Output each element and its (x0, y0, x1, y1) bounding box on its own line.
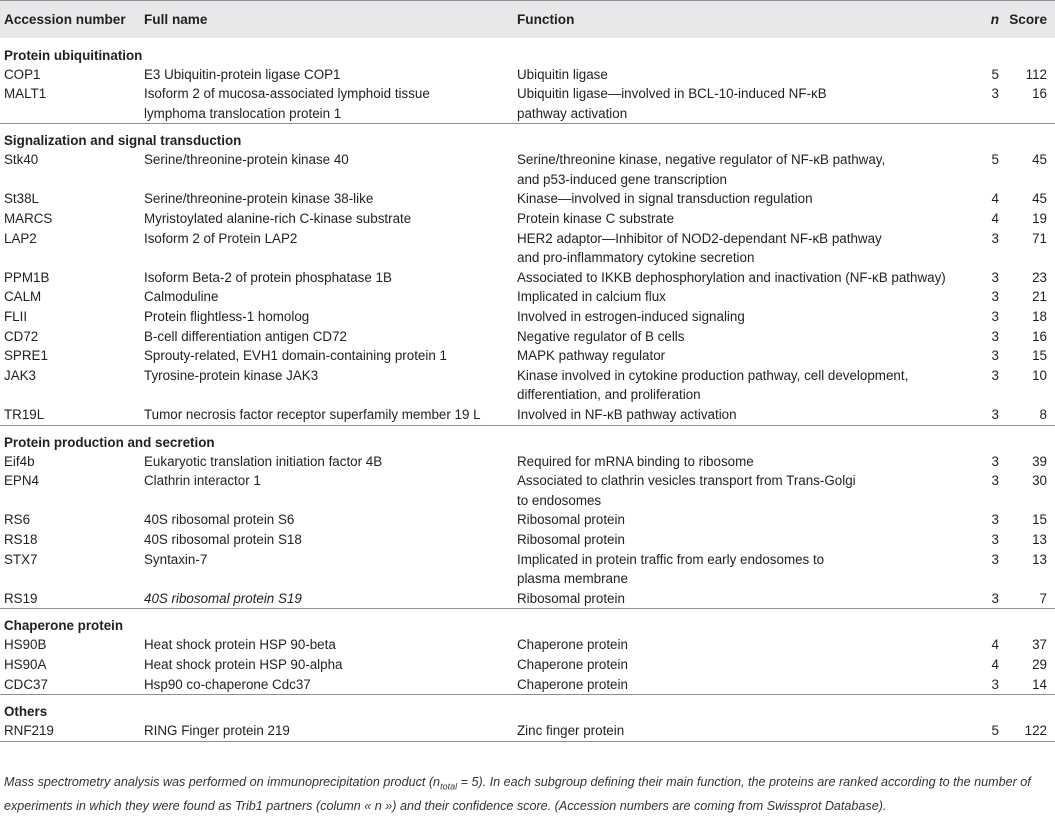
table-row (0, 189, 1055, 209)
cell-function: Chaperone protein (517, 637, 628, 653)
footnote-text-part1: Mass spectrometry analysis was performed on immunoprecipitation product (n (4, 775, 441, 789)
cell-function: Ubiquitin ligase (517, 66, 608, 82)
cell-n: 4 (991, 211, 999, 227)
header-accession-number: Accession number (0, 1, 140, 38)
cell-accession: JAK3 (4, 367, 37, 383)
cell-score: 19 (1032, 211, 1047, 227)
cell-score: 23 (1032, 269, 1047, 285)
cell-n: 3 (991, 309, 999, 325)
group-header-row (0, 609, 1055, 636)
cell-full-name: 40S ribosomal protein S6 (144, 512, 295, 528)
group-title: Others (0, 695, 1055, 722)
cell-function-line: and p53-induced gene transcription (517, 171, 727, 187)
cell-function (513, 84, 967, 124)
cell-accession: PPM1B (4, 269, 50, 285)
group-title: Protein ubiquitination (4, 47, 143, 63)
cell-function (513, 550, 967, 589)
table-row (0, 510, 1055, 530)
table-row (0, 635, 1055, 655)
table-row (0, 675, 1055, 695)
cell-accession: CD72 (4, 328, 39, 344)
cell-n: 3 (991, 590, 999, 606)
table-row (0, 346, 1055, 366)
table-row (0, 721, 1055, 741)
cell-n: 4 (991, 637, 999, 653)
cell-function (513, 471, 967, 510)
cell-full-name: Hsp90 co-chaperone Cdc37 (144, 676, 311, 692)
cell-n: 3 (991, 531, 999, 547)
cell-function: Involved in NF-κB pathway activation (517, 407, 737, 422)
cell-accession: HS90B (4, 637, 47, 653)
cell-function-line: Associated to clathrin vesicles transport from Trans-Golgi (517, 473, 856, 489)
group-title: Chaperone protein (0, 609, 1055, 636)
cell-full-name: 40S ribosomal protein S19 (144, 590, 302, 606)
cell-function: Negative regulator of B cells (517, 328, 685, 344)
header-full-name: Full name (140, 1, 513, 38)
cell-n: 5 (967, 721, 1005, 741)
cell-full-name-line: lymphoma translocation protein 1 (144, 105, 342, 121)
table-row (0, 150, 1055, 189)
table-row (0, 550, 1055, 589)
footnote-subscript: total (440, 781, 458, 792)
table-row (0, 405, 1055, 425)
cell-full-name: RING Finger protein 219 (140, 721, 513, 741)
cell-n: 3 (991, 407, 999, 422)
table-row (0, 307, 1055, 327)
footnote-text-part2: = 5). In each subgroup defining their main function, the proteins are ranked according to the number of experiments in which they were found as Trib1 partners (column « n ») and their confidence score. (Accession numbers are coming from Swissprot Database). (4, 775, 1031, 813)
cell-score: 37 (1032, 637, 1047, 653)
cell-full-name: E3 Ubiquitin-protein ligase COP1 (144, 66, 341, 82)
cell-accession: St38L (4, 191, 39, 207)
cell-full-name: Isoform Beta-2 of protein phosphatase 1B (144, 269, 392, 285)
cell-full-name: Myristoylated alanine-rich C-kinase substrate (144, 211, 412, 227)
cell-n: 3 (991, 289, 999, 305)
cell-accession: RS6 (4, 512, 31, 528)
table-row (0, 84, 1055, 124)
cell-full-name: B-cell differentiation antigen CD72 (144, 328, 347, 344)
cell-accession: Eif4b (4, 453, 35, 469)
cell-n: 3 (991, 512, 999, 528)
cell-accession: TR19L (4, 407, 45, 422)
cell-function-line: to endosomes (517, 492, 602, 508)
cell-full-name: Heat shock protein HSP 90-beta (144, 637, 336, 653)
cell-score: 30 (1032, 473, 1047, 489)
table-row (0, 209, 1055, 229)
group-title: Protein production and secretion (0, 425, 1055, 452)
group-header-row (0, 124, 1055, 151)
table-row (0, 589, 1055, 609)
table-row (0, 268, 1055, 288)
cell-accession: RNF219 (0, 721, 140, 741)
cell-accession: Stk40 (4, 152, 39, 168)
group-header-row (0, 695, 1055, 722)
cell-function (513, 366, 967, 405)
cell-function: Ribosomal protein (517, 531, 625, 547)
cell-score: 8 (1039, 407, 1047, 422)
cell-full-name: Syntaxin-7 (144, 551, 208, 567)
cell-score: 15 (1032, 348, 1047, 364)
cell-full-name: Calmoduline (144, 289, 219, 305)
group-header-row (0, 38, 1055, 65)
cell-accession: STX7 (4, 551, 38, 567)
cell-score: 29 (1032, 656, 1047, 672)
cell-accession: EPN4 (4, 473, 39, 489)
cell-function: Ribosomal protein (517, 590, 625, 606)
cell-score: 39 (1032, 453, 1047, 469)
cell-function: Protein kinase C substrate (517, 211, 675, 227)
cell-full-name: Heat shock protein HSP 90-alpha (144, 656, 343, 672)
cell-accession: COP1 (4, 66, 41, 82)
group-header-row (0, 425, 1055, 452)
cell-full-name-line: Isoform 2 of mucosa-associated lymphoid tissue (144, 86, 430, 102)
cell-function-line: pathway activation (517, 105, 628, 121)
header-function: Function (513, 1, 967, 38)
cell-n: 4 (991, 191, 999, 207)
cell-function: MAPK pathway regulator (517, 348, 666, 364)
cell-n: 3 (991, 269, 999, 285)
cell-score: 13 (1032, 531, 1047, 547)
cell-accession: RS19 (4, 590, 38, 606)
cell-function: Associated to IKKB dephosphorylation and inactivation (NF-κB pathway) (517, 269, 946, 285)
cell-score: 18 (1032, 309, 1047, 325)
table-row (0, 655, 1055, 675)
cell-full-name: Protein flightless-1 homolog (144, 309, 310, 325)
cell-n: 3 (991, 328, 999, 344)
cell-accession: LAP2 (4, 230, 37, 246)
cell-function-line: Kinase involved in cytokine production pathway, cell development, (517, 367, 909, 383)
cell-function-line: Serine/threonine kinase, negative regulator of NF-κB pathway, (517, 152, 886, 168)
cell-n: 3 (991, 473, 999, 489)
table-row (0, 471, 1055, 510)
table-row (0, 452, 1055, 472)
cell-full-name: Serine/threonine-protein kinase 38-like (144, 191, 374, 207)
cell-accession: FLII (4, 309, 28, 325)
cell-function: Involved in estrogen-induced signaling (517, 309, 745, 325)
table-row (0, 229, 1055, 268)
cell-full-name: Serine/threonine-protein kinase 40 (144, 152, 349, 168)
cell-function-line: Implicated in protein traffic from early endosomes to (517, 551, 825, 567)
cell-function: Implicated in calcium flux (517, 289, 666, 305)
cell-full-name: Tyrosine-protein kinase JAK3 (144, 367, 319, 383)
cell-accession: MARCS (4, 211, 53, 227)
cell-score: 10 (1032, 367, 1047, 383)
cell-full-name: 40S ribosomal protein S18 (144, 531, 302, 547)
cell-score: 13 (1032, 551, 1047, 567)
cell-accession: MALT1 (4, 86, 47, 102)
cell-function-line: and pro-inflammatory cytokine secretion (517, 250, 755, 266)
cell-function (513, 229, 967, 268)
cell-score: 7 (1039, 590, 1047, 606)
cell-score: 21 (1032, 289, 1047, 305)
cell-function: Required for mRNA binding to ribosome (517, 453, 754, 469)
cell-n: 3 (991, 367, 999, 383)
cell-score: 14 (1032, 676, 1047, 692)
cell-function: Chaperone protein (517, 676, 628, 692)
cell-full-name: Sprouty-related, EVH1 domain-containing protein 1 (144, 348, 447, 364)
cell-accession: RS18 (4, 531, 38, 547)
table-body (0, 38, 1055, 742)
cell-score: 45 (1032, 152, 1047, 168)
cell-score: 16 (1032, 86, 1047, 102)
cell-score: 16 (1032, 328, 1047, 344)
cell-n: 3 (991, 676, 999, 692)
cell-full-name: Tumor necrosis factor receptor superfamily member 19 L (144, 407, 481, 422)
cell-score: 122 (1005, 721, 1055, 741)
group-title: Signalization and signal transduction (0, 124, 1055, 151)
cell-function-line: plasma membrane (517, 571, 628, 587)
cell-n: 3 (991, 86, 999, 102)
table-row (0, 65, 1055, 85)
cell-function-line: HER2 adaptor—Inhibitor of NOD2-dependant NF-κB pathway (517, 230, 882, 246)
table-row (0, 530, 1055, 550)
cell-function: Zinc finger protein (513, 721, 967, 741)
cell-function-line: Ubiquitin ligase—involved in BCL-10-induced NF-κB (517, 86, 827, 102)
cell-n: 3 (991, 551, 999, 567)
cell-function: Chaperone protein (517, 656, 628, 672)
cell-accession: CALM (4, 289, 42, 305)
cell-n: 3 (991, 453, 999, 469)
cell-n: 5 (991, 66, 999, 82)
header-score: Score (1005, 1, 1055, 38)
cell-full-name: Clathrin interactor 1 (144, 473, 261, 489)
cell-accession: SPRE1 (4, 348, 48, 364)
cell-score: 112 (1025, 66, 1047, 82)
cell-n: 3 (991, 348, 999, 364)
cell-n: 4 (991, 656, 999, 672)
cell-score: 71 (1032, 230, 1047, 246)
cell-n: 3 (991, 230, 999, 246)
cell-accession: HS90A (4, 656, 47, 672)
cell-full-name: Eukaryotic translation initiation factor 4B (144, 453, 383, 469)
cell-n: 5 (991, 152, 999, 168)
cell-score: 45 (1032, 191, 1047, 207)
cell-full-name (140, 84, 513, 124)
cell-function (513, 150, 967, 189)
table-row (0, 287, 1055, 307)
cell-accession: CDC37 (4, 676, 48, 692)
table-footnote (4, 773, 1049, 816)
cell-function: Ribosomal protein (517, 512, 625, 528)
table-row (0, 366, 1055, 405)
header-n: n (967, 1, 1005, 38)
cell-function: Kinase—involved in signal transduction regulation (517, 191, 813, 207)
table-row (0, 327, 1055, 347)
cell-score: 15 (1032, 512, 1047, 528)
table-header-row (0, 1, 1055, 38)
cell-full-name: Isoform 2 of Protein LAP2 (144, 230, 298, 246)
cell-function-line: differentiation, and proliferation (517, 387, 701, 403)
